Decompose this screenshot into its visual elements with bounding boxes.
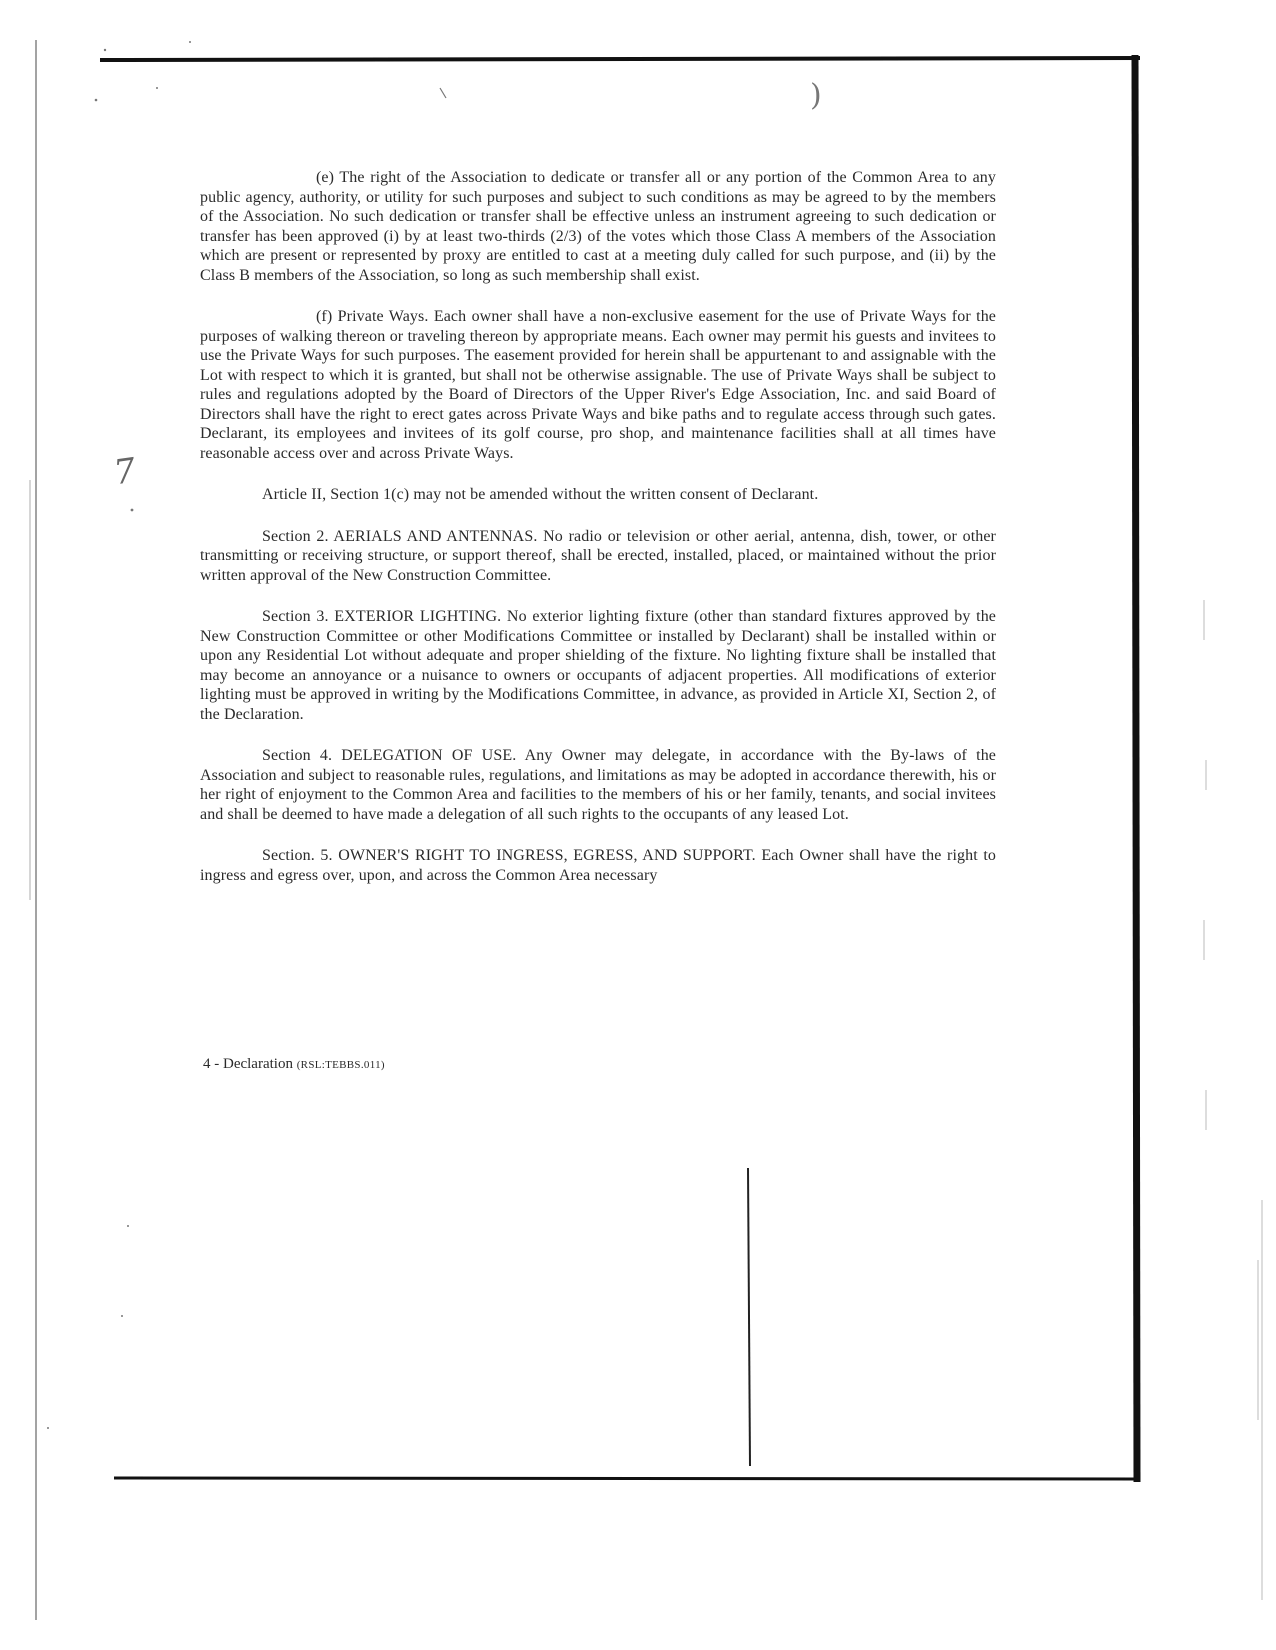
document-body <box>200 168 996 907</box>
paragraph-section-4: Section 4. DELEGATION OF USE. Any Owner may delegate, in accordance with the By-laws of the Association and subject to reasonable rules, regulations, and limitations as may be adopted in accordance therewith, his or her right of enjoyment to the Common Area and facilities to the members of his or her family, tenants, and social invitees and shall be deemed to have made a delegation of all such rights to the occupants of any leased Lot. <box>200 747 996 823</box>
paragraph-section-2: Section 2. AERIALS AND ANTENNAS. No radio or television or other aerial, antenna, dish, tower, or other transmitting or receiving structure, or support thereof, shall be erected, installed, placed, or maintained without the prior written approval of the New Construction Committee. <box>200 527 996 584</box>
page-top-border <box>100 58 1140 60</box>
paragraph-f-private-ways: (f) Private Ways. Each owner shall have a non-exclusive easement for the use of Private Ways for the purposes of walking thereon or traveling thereon by appropriate means. Each owner may permit his guests and invitees to use the Private Ways for such purposes. The easement provided for herein shall be appurtenant to and assignable with the Lot with respect to which it is granted, but shall not be otherwise assignable. The use of Private Ways shall be subject to rules and regulations adopted by the Board of Directors of the Upper River's Edge Association, Inc. and said Board of Directors shall have the right to erect gates across Private Ways and bike paths and to regulate access through such gates. Declarant, its employees and invitees of its golf course, pro shop, and maintenance facilities shall at all times have reasonable access over and across Private Ways. <box>200 308 996 462</box>
page-footer <box>203 1056 385 1073</box>
paragraph-section-3: Section 3. EXTERIOR LIGHTING. No exterior lighting fixture (other than standard fixtures approved by the New Construction Committee or other Modifications Committee or installed by Declarant) shall be installed within or upon any Residential Lot without adequate and proper shielding of the fixture. No lighting fixture shall be installed that may become an annoyance or a nuisance to owners or occupants of adjacent properties. All modifications of exterior lighting must be approved in writing by the Modifications Committee, in advance, as provided in Article XI, Section 2, of the Declaration. <box>200 608 996 723</box>
inner-vertical-line <box>748 1168 750 1466</box>
paragraph-section-5: Section. 5. OWNER'S RIGHT TO INGRESS, EGRESS, AND SUPPORT. Each Owner shall have the right to ingress and egress over, upon, and across the Common Area necessary <box>200 847 996 884</box>
specks <box>47 41 191 1429</box>
right-speckle <box>1204 600 1262 1600</box>
page-right-border <box>1135 55 1137 1482</box>
top-paren-mark: ) <box>810 78 822 113</box>
page-bottom-border <box>114 1478 1138 1479</box>
top-tick-mark <box>440 88 446 98</box>
footer-code: (RSL:TEBBS.011) <box>296 1059 385 1071</box>
paragraph-article-ii-note: Article II, Section 1(c) may not be amended without the written consent of Declarant. <box>262 486 819 503</box>
handwritten-mark: 7 <box>111 450 139 494</box>
paragraph-e: (e) The right of the Association to dedicate or transfer all or any portion of the Common Area to any public agency, authority, or utility for such purposes and subject to such conditions as may be agreed to by the members of the Association. No such dedication or transfer shall be effective unless an instrument agreeing to such dedication or transfer has been approved (i) by at least two-thirds (2/3) of the votes which those Class A members of the Association which are present or represented by proxy are entitled to cast at a meeting duly called for such purpose, and (ii) by the Class B members of the Association, so long as such membership shall exist. <box>200 169 996 284</box>
footer-label: 4 - Declaration <box>203 1056 293 1072</box>
